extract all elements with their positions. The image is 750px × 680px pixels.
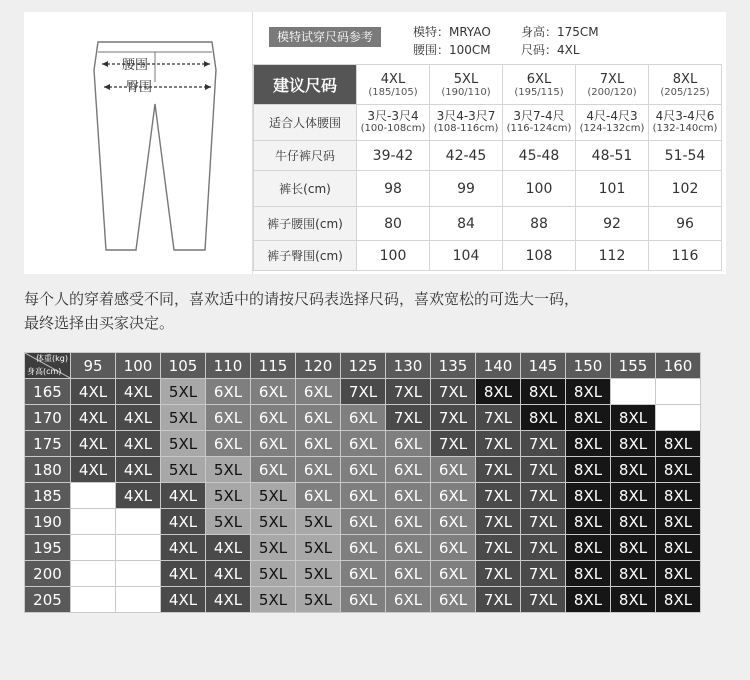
size-table-cell: 100 [357, 241, 430, 271]
size-table-cell: 102 [649, 171, 722, 207]
fit-waist-cell [649, 105, 722, 141]
height-header-cell: 190 [25, 509, 71, 535]
grid-size-cell: 6XL [431, 587, 476, 613]
grid-size-cell: 6XL [386, 535, 431, 561]
grid-size-cell: 8XL [521, 405, 566, 431]
grid-size-cell: 5XL [296, 587, 341, 613]
grid-size-cell: 4XL [71, 457, 116, 483]
fit-waist-range: 3尺7-4尺 [513, 109, 565, 123]
grid-size-cell: 7XL [431, 405, 476, 431]
fit-waist-cm: (132-140cm) [652, 123, 718, 134]
grid-size-cell: 8XL [611, 535, 656, 561]
grid-size-cell: 5XL [206, 457, 251, 483]
grid-row [25, 431, 701, 457]
size-table-cell: 51-54 [649, 141, 722, 171]
grid-corner [25, 353, 71, 379]
fit-waist-range: 4尺3-4尺6 [655, 109, 715, 123]
grid-size-cell: 5XL [206, 483, 251, 509]
size-header-cell [576, 65, 649, 105]
grid-size-cell: 8XL [611, 431, 656, 457]
grid-size-cell: 8XL [611, 457, 656, 483]
grid-size-cell: 7XL [476, 405, 521, 431]
fit-waist-row [254, 105, 722, 141]
grid-size-cell: 8XL [611, 405, 656, 431]
grid-size-cell: 4XL [206, 587, 251, 613]
grid-size-cell: 4XL [116, 431, 161, 457]
height-header-cell: 185 [25, 483, 71, 509]
grid-size-cell: 8XL [566, 379, 611, 405]
grid-size-cell: 5XL [161, 431, 206, 457]
weight-header-cell: 110 [206, 353, 251, 379]
grid-size-cell: 8XL [656, 587, 701, 613]
size-table-row [254, 241, 722, 271]
weight-header-cell: 105 [161, 353, 206, 379]
grid-size-cell: 7XL [476, 561, 521, 587]
grid-size-cell [71, 535, 116, 561]
grid-size-cell: 5XL [296, 509, 341, 535]
size-table-cell: 92 [576, 207, 649, 241]
grid-size-cell: 7XL [476, 509, 521, 535]
grid-size-cell: 6XL [341, 535, 386, 561]
size-table-cell: 101 [576, 171, 649, 207]
size-sub-label: (195/115) [514, 86, 564, 98]
size-table-cell: 42-45 [430, 141, 503, 171]
grid-size-cell: 6XL [296, 431, 341, 457]
grid-row [25, 561, 701, 587]
fit-waist-cm: (100-108cm) [360, 123, 426, 134]
size-table-cell: 99 [430, 171, 503, 207]
grid-size-cell [116, 587, 161, 613]
grid-size-cell: 8XL [566, 561, 611, 587]
size-sub-label: (190/110) [441, 86, 491, 98]
grid-size-cell: 7XL [476, 431, 521, 457]
size-label: 6XL [526, 71, 552, 87]
grid-size-cell: 8XL [566, 509, 611, 535]
size-header-cell [503, 65, 576, 105]
grid-size-cell: 7XL [521, 457, 566, 483]
grid-row [25, 509, 701, 535]
grid-size-cell: 7XL [386, 379, 431, 405]
grid-row [25, 457, 701, 483]
grid-size-cell: 4XL [161, 561, 206, 587]
fit-waist-cm: (116-124cm) [506, 123, 572, 134]
size-reference-panel [24, 12, 726, 274]
grid-size-cell: 4XL [206, 535, 251, 561]
size-header-cell [357, 65, 430, 105]
weight-header-cell: 95 [71, 353, 116, 379]
grid-size-cell: 5XL [251, 535, 296, 561]
grid-size-cell: 4XL [206, 561, 251, 587]
grid-size-cell: 8XL [656, 561, 701, 587]
weight-header-cell: 100 [116, 353, 161, 379]
grid-size-cell [71, 509, 116, 535]
grid-size-cell: 7XL [521, 483, 566, 509]
grid-size-cell: 6XL [431, 535, 476, 561]
grid-row [25, 379, 701, 405]
grid-size-cell: 7XL [521, 431, 566, 457]
grid-size-cell: 5XL [251, 561, 296, 587]
grid-size-cell: 8XL [656, 509, 701, 535]
size-label: 8XL [672, 71, 698, 87]
corner-weight-label: 体重(kg) [36, 354, 68, 363]
size-table-row [254, 207, 722, 241]
grid-size-cell [71, 561, 116, 587]
grid-size-cell: 7XL [521, 561, 566, 587]
size-table-cell: 108 [503, 241, 576, 271]
grid-size-cell: 6XL [341, 457, 386, 483]
grid-size-cell: 8XL [611, 509, 656, 535]
height-header-cell: 180 [25, 457, 71, 483]
size-table-row [254, 141, 722, 171]
model-height: 身高：175CM [521, 25, 599, 39]
grid-size-cell: 6XL [431, 457, 476, 483]
model-info [253, 12, 726, 64]
grid-size-cell: 8XL [611, 483, 656, 509]
model-tag: 模特试穿尺码参考 [269, 27, 381, 47]
grid-size-cell: 6XL [251, 431, 296, 457]
grid-size-cell: 5XL [161, 457, 206, 483]
grid-size-cell: 8XL [566, 535, 611, 561]
grid-size-cell: 7XL [386, 405, 431, 431]
weight-header-cell: 160 [656, 353, 701, 379]
grid-size-cell: 8XL [566, 483, 611, 509]
grid-size-cell: 6XL [386, 509, 431, 535]
height-header-cell: 165 [25, 379, 71, 405]
size-table-corner: 建议尺码 [254, 65, 357, 105]
weight-header-cell: 130 [386, 353, 431, 379]
size-table-cell: 39-42 [357, 141, 430, 171]
size-sub-label: (200/120) [587, 86, 637, 98]
waist-label: 腰围 [122, 58, 149, 73]
weight-header-cell: 140 [476, 353, 521, 379]
grid-size-cell: 6XL [296, 379, 341, 405]
grid-size-cell: 6XL [206, 379, 251, 405]
grid-size-cell: 4XL [161, 483, 206, 509]
grid-size-cell: 6XL [386, 483, 431, 509]
grid-size-cell: 6XL [341, 509, 386, 535]
grid-size-cell [656, 379, 701, 405]
grid-size-cell: 7XL [341, 379, 386, 405]
grid-size-cell: 6XL [341, 405, 386, 431]
size-table-cell: 88 [503, 207, 576, 241]
height-header-cell: 200 [25, 561, 71, 587]
grid-size-cell: 6XL [206, 405, 251, 431]
height-header-cell: 170 [25, 405, 71, 431]
size-table-cell: 84 [430, 207, 503, 241]
size-note [24, 287, 726, 335]
grid-header-row [25, 353, 701, 379]
grid-row [25, 483, 701, 509]
size-table-cell: 100 [503, 171, 576, 207]
grid-size-cell: 7XL [521, 509, 566, 535]
grid-size-cell: 4XL [161, 509, 206, 535]
grid-size-cell: 6XL [251, 457, 296, 483]
weight-header-cell: 145 [521, 353, 566, 379]
grid-size-cell: 6XL [386, 561, 431, 587]
grid-size-cell: 5XL [296, 561, 341, 587]
row-label: 裤长(cm) [254, 171, 357, 207]
grid-size-cell: 6XL [341, 561, 386, 587]
grid-size-cell: 8XL [476, 379, 521, 405]
grid-size-cell [116, 561, 161, 587]
weight-header-cell: 155 [611, 353, 656, 379]
grid-size-cell: 8XL [566, 405, 611, 431]
fit-waist-cm: (108-116cm) [433, 123, 499, 134]
fit-waist-cell [503, 105, 576, 141]
grid-size-cell: 4XL [116, 405, 161, 431]
corner-height-label: 身高(cm) [27, 367, 62, 376]
grid-size-cell: 8XL [611, 561, 656, 587]
size-table [253, 64, 722, 271]
grid-size-cell: 7XL [521, 587, 566, 613]
fit-waist-cell [430, 105, 503, 141]
height-header-cell: 175 [25, 431, 71, 457]
grid-size-cell: 6XL [206, 431, 251, 457]
size-header-cell [430, 65, 503, 105]
size-label: 7XL [599, 71, 625, 87]
grid-size-cell: 8XL [521, 379, 566, 405]
grid-size-cell: 8XL [656, 431, 701, 457]
grid-size-cell [71, 483, 116, 509]
row-label: 适合人体腰围 [254, 105, 357, 141]
model-size: 尺码：4XL [521, 43, 580, 57]
grid-size-cell: 6XL [296, 457, 341, 483]
grid-size-cell: 8XL [566, 457, 611, 483]
grid-size-cell: 5XL [161, 405, 206, 431]
pants-diagram [24, 12, 253, 274]
weight-header-cell: 150 [566, 353, 611, 379]
grid-size-cell: 5XL [206, 509, 251, 535]
grid-size-cell: 4XL [161, 535, 206, 561]
grid-size-cell: 7XL [476, 535, 521, 561]
size-table-cell: 112 [576, 241, 649, 271]
grid-row [25, 535, 701, 561]
grid-size-cell: 5XL [251, 483, 296, 509]
grid-size-cell [116, 535, 161, 561]
grid-size-cell: 5XL [251, 587, 296, 613]
grid-size-cell: 6XL [296, 405, 341, 431]
note-line-2: 最终选择由买家决定。 [24, 314, 175, 332]
grid-size-cell: 7XL [431, 379, 476, 405]
grid-size-cell: 6XL [341, 431, 386, 457]
fit-waist-cell [357, 105, 430, 141]
grid-size-cell: 4XL [71, 379, 116, 405]
grid-size-cell: 6XL [341, 587, 386, 613]
grid-size-cell: 6XL [251, 379, 296, 405]
size-table-cell: 80 [357, 207, 430, 241]
size-table-cell: 116 [649, 241, 722, 271]
grid-size-cell: 6XL [386, 457, 431, 483]
size-label: 4XL [380, 71, 406, 87]
grid-size-cell: 6XL [251, 405, 296, 431]
height-header-cell: 195 [25, 535, 71, 561]
grid-row [25, 405, 701, 431]
grid-size-cell [71, 587, 116, 613]
fit-waist-cm: (124-132cm) [579, 123, 645, 134]
grid-size-cell [116, 509, 161, 535]
weight-header-cell: 120 [296, 353, 341, 379]
grid-size-cell: 6XL [431, 483, 476, 509]
grid-size-cell: 4XL [71, 431, 116, 457]
fit-waist-range: 3尺4-3尺7 [436, 109, 496, 123]
weight-height-size-grid [24, 352, 701, 613]
grid-size-cell: 7XL [476, 587, 521, 613]
grid-size-cell: 6XL [341, 483, 386, 509]
grid-size-cell: 5XL [251, 509, 296, 535]
grid-size-cell: 8XL [656, 483, 701, 509]
weight-header-cell: 135 [431, 353, 476, 379]
grid-size-cell: 6XL [386, 587, 431, 613]
row-label: 裤子腰围(cm) [254, 207, 357, 241]
hip-label: 臀围 [126, 80, 153, 95]
grid-size-cell: 8XL [656, 535, 701, 561]
grid-size-cell: 4XL [116, 483, 161, 509]
grid-size-cell: 7XL [521, 535, 566, 561]
size-table-cell: 98 [357, 171, 430, 207]
pants-outline-icon [24, 12, 252, 274]
size-sub-label: (205/125) [660, 86, 710, 98]
size-header-row [254, 65, 722, 105]
row-label: 牛仔裤尺码 [254, 141, 357, 171]
model-name: 模特：MRYAO [413, 25, 491, 39]
grid-size-cell: 8XL [656, 457, 701, 483]
grid-size-cell: 5XL [296, 535, 341, 561]
grid-size-cell: 4XL [71, 405, 116, 431]
size-header-cell [649, 65, 722, 105]
fit-waist-range: 3尺-3尺4 [367, 109, 419, 123]
grid-size-cell [611, 379, 656, 405]
grid-size-cell: 8XL [611, 587, 656, 613]
grid-size-cell: 7XL [476, 483, 521, 509]
size-table-row [254, 171, 722, 207]
size-table-cell: 104 [430, 241, 503, 271]
grid-size-cell: 5XL [161, 379, 206, 405]
grid-size-cell: 7XL [476, 457, 521, 483]
grid-size-cell: 6XL [431, 561, 476, 587]
grid-size-cell: 6XL [296, 483, 341, 509]
fit-waist-cell [576, 105, 649, 141]
weight-header-cell: 125 [341, 353, 386, 379]
size-sub-label: (185/105) [368, 86, 418, 98]
grid-size-cell: 8XL [566, 431, 611, 457]
height-header-cell: 205 [25, 587, 71, 613]
note-line-1: 每个人的穿着感受不同，喜欢适中的请按尺码表选择尺码，喜欢宽松的可选大一码， [24, 290, 580, 308]
size-table-cell: 96 [649, 207, 722, 241]
grid-size-cell: 8XL [566, 587, 611, 613]
grid-size-cell [656, 405, 701, 431]
fit-waist-range: 4尺-4尺3 [586, 109, 638, 123]
model-waist: 腰围：100CM [413, 43, 491, 57]
grid-size-cell: 4XL [116, 457, 161, 483]
grid-size-cell: 6XL [386, 431, 431, 457]
size-table-cell: 48-51 [576, 141, 649, 171]
size-table-cell: 45-48 [503, 141, 576, 171]
grid-size-cell: 4XL [161, 587, 206, 613]
row-label: 裤子臀围(cm) [254, 241, 357, 271]
grid-size-cell: 7XL [431, 431, 476, 457]
grid-row [25, 587, 701, 613]
grid-size-cell: 6XL [431, 509, 476, 535]
size-label: 5XL [453, 71, 479, 87]
weight-header-cell: 115 [251, 353, 296, 379]
grid-size-cell: 4XL [116, 379, 161, 405]
